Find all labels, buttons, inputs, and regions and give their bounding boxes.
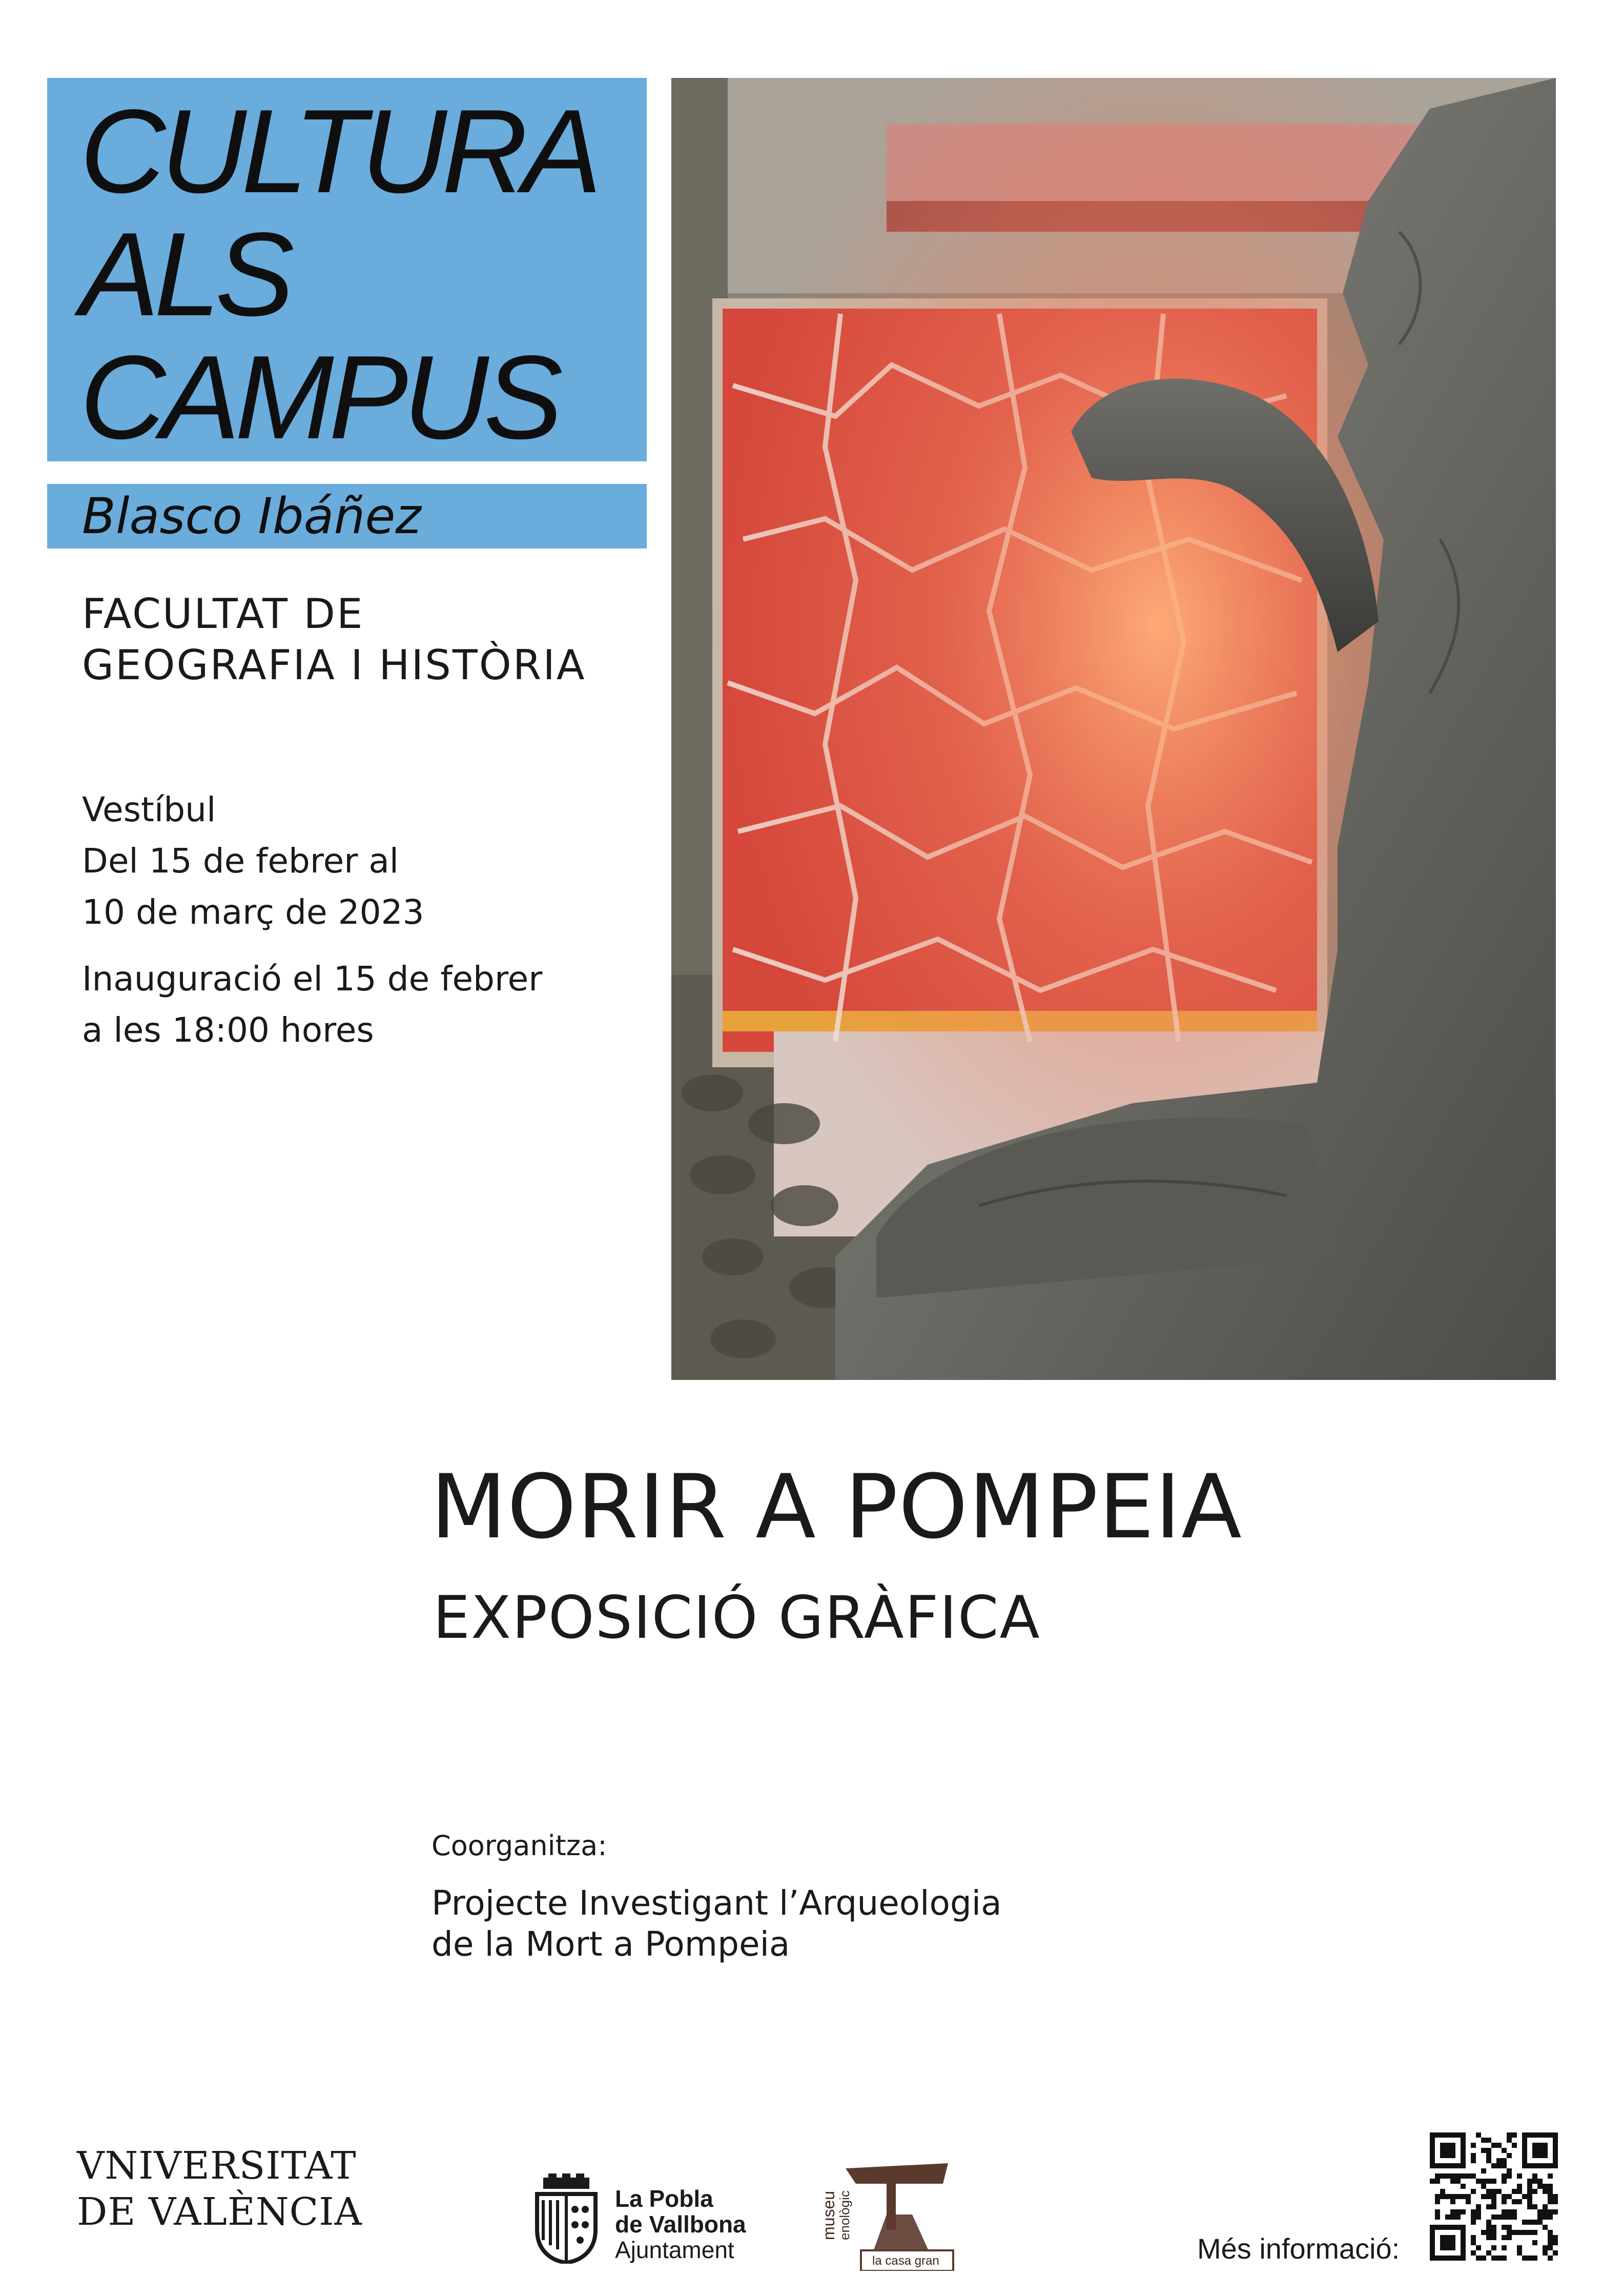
campus-band [47,484,647,548]
campus-name: Blasco Ibáñez [82,487,421,545]
dates-line-1: Del 15 de febrer al [82,841,399,881]
coorganizer-label: Coorganitza: [432,1830,607,1862]
faculty-line-2: GEOGRAFIA I HISTÒRIA [82,641,586,689]
title-line-3: CAMPUS [80,331,558,464]
coorganizer-line-1: Projecte Investigant l’Arqueologia [432,1883,1002,1923]
qr-code[interactable] [1430,2132,1558,2261]
title-line-2: ALS [80,208,290,341]
town-subtitle: Ajuntament [615,2237,734,2263]
town-line-2: de Vallbona [615,2211,746,2238]
town-shield-icon [533,2173,600,2264]
museum-subtitle: la casa gran [872,2254,939,2268]
exhibition-title: MORIR A POMPEIA [430,1455,1242,1558]
museum-line-1: museu [819,2190,838,2240]
exhibition-subtitle: EXPOSICIÓ GRÀFICA [433,1583,1041,1652]
dates-line-2: 10 de març de 2023 [82,892,424,932]
coorganizer-line-2: de la Mort a Pompeia [432,1924,790,1964]
museum-logo[interactable] [819,2153,958,2271]
museum-line-2: enològic [837,2190,852,2240]
more-info-label: Més informació: [1197,2232,1400,2265]
photo-illustration [671,78,1556,1380]
town-line-1: La Pobla [615,2185,713,2212]
title-line-1: CULTURA [80,85,597,218]
pompeii-cast-photo [671,78,1556,1380]
university-logo[interactable] [77,2143,362,2235]
university-line-2: DE VALÈNCIA [77,2190,362,2234]
faculty-line-1: FACULTAT DE [82,590,364,638]
university-line-1: VNIVERSITAT [77,2144,357,2188]
title-block [47,78,647,464]
inauguration-line-2: a les 18:00 hores [82,1010,374,1050]
inauguration-line-1: Inauguració el 15 de febrer [82,959,543,999]
qr-code-icon [1430,2132,1558,2261]
location: Vestíbul [82,790,216,829]
